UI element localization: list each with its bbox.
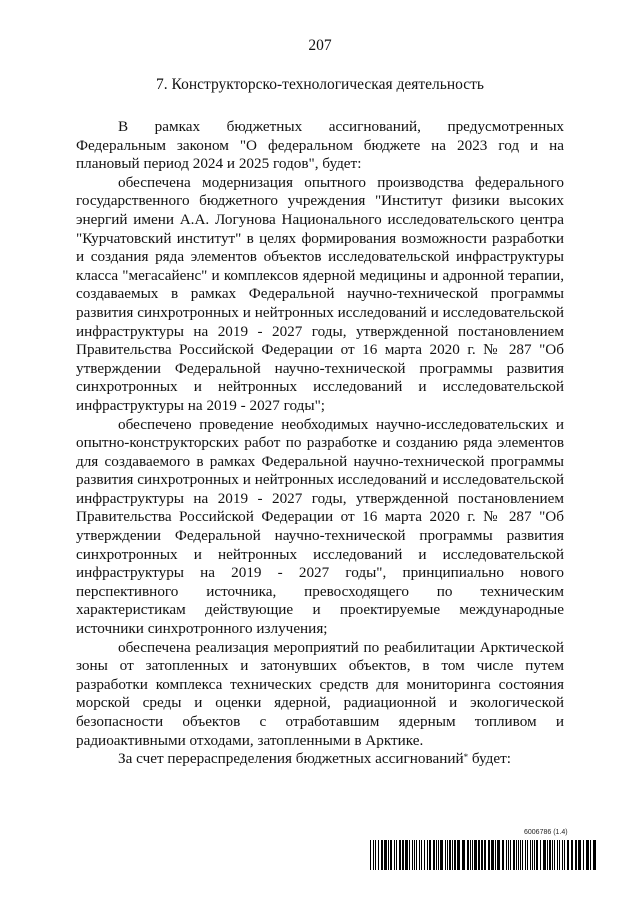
- barcode-bar: [549, 840, 551, 870]
- barcode-bar: [522, 840, 523, 870]
- paragraph-intro: В рамках бюджетных ассигнований, предусмотренных Федеральным законом "О федеральном бюджете на 2023 год и на плановый период 2024 и 2025 годов", будет:: [76, 118, 564, 173]
- barcode-bar: [516, 840, 517, 870]
- barcode-bar: [534, 840, 535, 870]
- barcode-bar: [467, 840, 469, 870]
- barcode-bar: [552, 840, 553, 870]
- barcode-bar: [593, 840, 596, 870]
- barcode-bar: [452, 840, 453, 870]
- barcode-bar: [462, 840, 465, 870]
- footnote-marker: *: [463, 752, 469, 763]
- barcode-bar: [540, 840, 541, 870]
- barcode-bar: [491, 840, 494, 870]
- barcode-bar: [497, 840, 500, 870]
- barcode-bar: [502, 840, 504, 870]
- barcode-bar: [373, 840, 374, 870]
- barcode-bar: [513, 840, 515, 870]
- barcode-bar: [575, 840, 577, 870]
- barcode-bar: [378, 840, 379, 870]
- barcode-bar: [414, 840, 415, 870]
- closing-text: За счет перераспределения бюджетных ассигнований: [118, 750, 464, 768]
- page-number: 207: [308, 37, 332, 54]
- section-title: 7. Конструкторско-технологическая деятельность: [156, 76, 484, 93]
- barcode-bar: [470, 840, 471, 870]
- barcode-bar: [590, 840, 591, 870]
- barcode-bar: [564, 840, 565, 870]
- barcode-bar: [449, 840, 451, 870]
- barcode-bar: [424, 840, 425, 870]
- barcode-bar: [405, 840, 408, 870]
- barcode-bar: [543, 840, 546, 870]
- barcode-bar: [429, 840, 431, 870]
- barcode-bar: [562, 840, 563, 870]
- barcode-bar: [478, 840, 480, 870]
- barcode-bar: [427, 840, 428, 870]
- barcode-bar: [481, 840, 483, 870]
- barcode-bar: [557, 840, 558, 870]
- barcode-bar: [390, 840, 392, 870]
- barcode-bar: [571, 840, 573, 870]
- barcode-bar: [506, 840, 507, 870]
- barcode-bar: [433, 840, 435, 870]
- barcode-bar: [388, 840, 389, 870]
- barcode: [370, 840, 596, 870]
- barcode-bar: [402, 840, 404, 870]
- barcode-bar: [567, 840, 569, 870]
- barcode-bar: [412, 840, 413, 870]
- barcode-bar: [547, 840, 548, 870]
- paragraph-closing: [76, 750, 564, 769]
- barcode-bar: [527, 840, 528, 870]
- paragraph-research: обеспечено проведение необходимых научно-исследовательских и опытно-конструкторских работ по разработке и созданию ряда элементов для создаваемого в рамках Федеральной научно-технической программы развития синхротронных и нейтронных исследований и исследовательской инфраструктуры на 2019 - 2027 годы, утвержденной постановлением Правительства Российской Федерации от 16 марта 2020 г. № 287 "Об утверждении Федеральной научно-технической программы развития синхротронных и нейтронных исследований и исследовательской инфраструктуры на 2019 - 2027 годы", принципиально нового перспективного источника, превосходящего по техническим характеристикам действующие и проектируемые международные источники синхротронного излучения;: [76, 415, 564, 638]
- barcode-bar: [399, 840, 401, 870]
- barcode-bar: [457, 840, 460, 870]
- barcode-bar: [488, 840, 490, 870]
- barcode-bar: [416, 840, 417, 870]
- barcode-bar: [578, 840, 581, 870]
- barcode-bar: [495, 840, 496, 870]
- barcode-bar: [532, 840, 533, 870]
- barcode-bar: [518, 840, 519, 870]
- paragraph-modernization: обеспечена модернизация опытного производства федерального государственного бюджетного учреждения "Институт физики высоких энергий имени А.А. Логунова Национального исследовательского центра "Курчатовский институт" в целях формирования возможности разработки и создания ряда элементов объектов исследовательской инфраструктуры класса "мегасайенс" и комплексов ядерной медицины и адронной терапии, создаваемых в рамках Федеральной научно-технической программы развития синхротронных и нейтронных исследований и исследовательской инфраструктуры на 2019 - 2027 годы, утвержденной постановлением Правительства Российской Федерации от 16 марта 2020 г. № 287 "Об утверждении Федеральной научно-технической программы развития синхротронных и нейтронных исследований и исследовательской инфраструктуры на 2019 - 2027 годы";: [76, 173, 564, 414]
- barcode-label: 6006786 (1.4): [524, 829, 568, 836]
- barcode-bar: [438, 840, 439, 870]
- barcode-bar: [447, 840, 448, 870]
- barcode-bar: [484, 840, 486, 870]
- barcode-bar: [394, 840, 395, 870]
- barcode-bar: [396, 840, 397, 870]
- barcode-bar: [370, 840, 371, 870]
- paragraph-arctic: обеспечена реализация мероприятий по реабилитации Арктической зоны от затопленных и затонувших объектов, в том числе путем разработки комплекса технических средств для мониторинга состояния морской среды и оценки ядерной, радиационной и экологической безопасности объектов с отработавшим ядерным топливом и радиоактивными отходами, затопленными в Арктике.: [76, 638, 564, 749]
- barcode-bar: [419, 840, 420, 870]
- barcode-bar: [508, 840, 509, 870]
- barcode-bar: [530, 840, 531, 870]
- barcode-bar: [525, 840, 526, 870]
- barcode-bar: [554, 840, 555, 870]
- barcode-bar: [440, 840, 443, 870]
- barcode-bar: [559, 840, 560, 870]
- barcode-bar: [472, 840, 473, 870]
- barcode-bar: [586, 840, 589, 870]
- barcode-bar: [384, 840, 387, 870]
- barcode-bar: [474, 840, 477, 870]
- barcode-bar: [510, 840, 511, 870]
- barcode-bar: [445, 840, 446, 870]
- closing-suffix: будет:: [468, 750, 512, 768]
- body-text: [76, 118, 564, 769]
- barcode-bar: [536, 840, 538, 870]
- barcode-bar: [520, 840, 521, 870]
- barcode-bar: [454, 840, 456, 870]
- barcode-bar: [409, 840, 410, 870]
- barcode-bar: [436, 840, 437, 870]
- barcode-bar: [381, 840, 383, 870]
- barcode-bar: [421, 840, 422, 870]
- barcode-bar: [583, 840, 584, 870]
- barcode-bar: [375, 840, 376, 870]
